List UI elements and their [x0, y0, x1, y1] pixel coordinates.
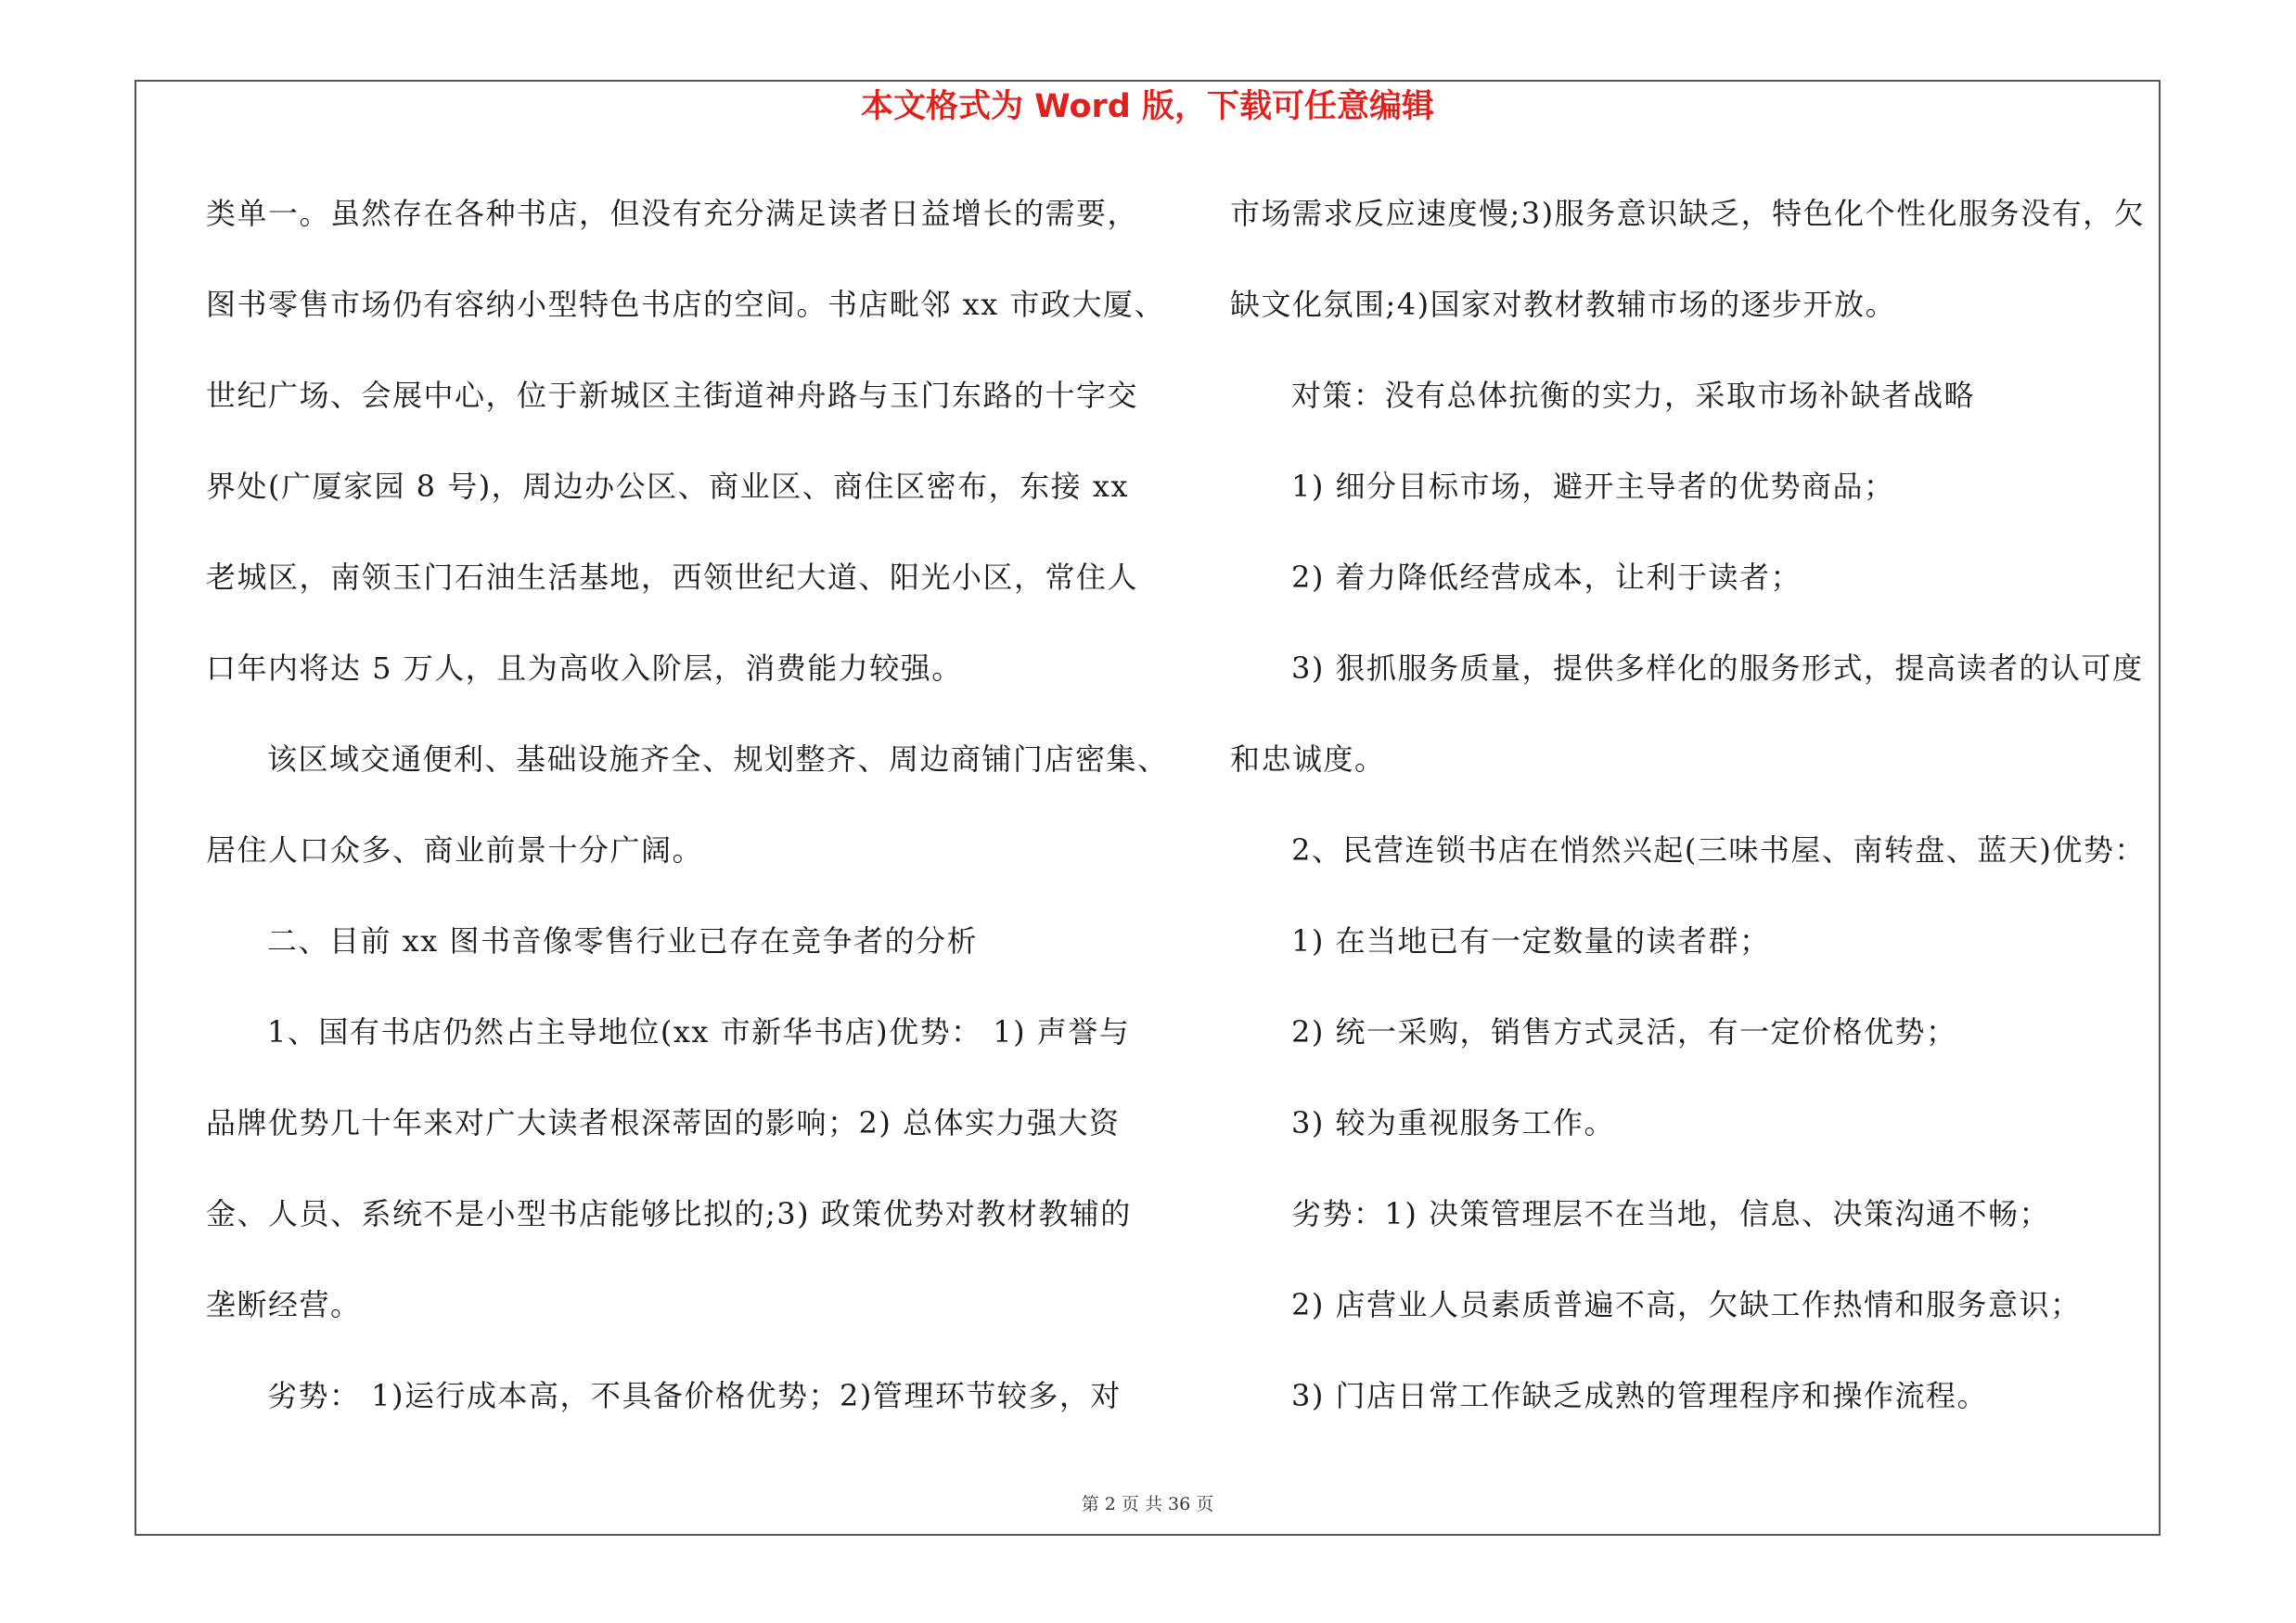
text-line: 1、国有书店仍然占主导地位(xx 市新华书店)优势： 1) 声誉与 [267, 1014, 1131, 1050]
text-line: 劣势： 1)运行成本高，不具备价格优势；2)管理环节较多，对 [267, 1378, 1122, 1413]
text-line: 2) 统一采购，销售方式灵活，有一定价格优势； [1291, 1014, 1957, 1050]
text-line: 缺文化氛围;4)国家对教材教辅市场的逐步开放。 [1230, 287, 1897, 322]
text-line: 居住人口众多、商业前景十分广阔。 [206, 832, 704, 868]
text-line: 3) 较为重视服务工作。 [1291, 1105, 1616, 1140]
text-line: 图书零售市场仍有容纳小型特色书店的空间。书店毗邻 xx 市政大厦、 [206, 287, 1165, 322]
text-line: 垄断经营。 [206, 1287, 362, 1322]
text-line: 品牌优势几十年来对广大读者根深蒂固的影响；2) 总体实力强大资 [206, 1105, 1121, 1140]
text-line: 劣势：1) 决策管理层不在当地，信息、决策沟通不畅； [1291, 1196, 2051, 1231]
text-line: 金、人员、系统不是小型书店能够比拟的;3) 政策优势对教材教辅的 [206, 1196, 1132, 1231]
text-line: 2) 店营业人员素质普遍不高，欠缺工作热情和服务意识； [1291, 1287, 2082, 1322]
text-line: 2) 着力降低经营成本，让利于读者； [1291, 560, 1802, 595]
left-column [206, 181, 1169, 1454]
text-line: 3) 狠抓服务质量，提供多样化的服务形式，提高读者的认可度 [1291, 650, 2144, 686]
text-line: 世纪广场、会展中心，位于新城区主街道神舟路与玉门东路的十字交 [206, 378, 1139, 413]
text-line: 和忠诚度。 [1230, 741, 1386, 777]
text-line: 2、民营连锁书店在悄然兴起(三味书屋、南转盘、蓝天)优势： [1291, 832, 2146, 868]
text-line: 老城区，南领玉门石油生活基地，西领世纪大道、阳光小区，常住人 [206, 560, 1139, 595]
format-banner: 本文格式为 Word 版，下载可任意编辑 [860, 88, 1435, 125]
text-line: 二、目前 xx 图书音像零售行业已存在竞争者的分析 [267, 923, 978, 959]
page-number-footer: 第 2 页 共 36 页 [1081, 1494, 1214, 1514]
right-column [1230, 181, 2158, 1454]
text-line: 市场需求反应速度慢;3)服务意识缺乏，特色化个性化服务没有，欠 [1230, 196, 2146, 231]
text-line: 对策：没有总体抗衡的实力，采取市场补缺者战略 [1291, 378, 1976, 413]
text-line: 1) 细分目标市场，避开主导者的优势商品； [1291, 469, 1895, 504]
text-line: 口年内将达 5 万人，且为高收入阶层，消费能力较强。 [206, 650, 963, 686]
text-line: 类单一。虽然存在各种书店，但没有充分满足读者日益增长的需要， [206, 196, 1139, 231]
text-line: 界处(广厦家园 8 号)，周边办公区、商业区、商住区密布，东接 xx [206, 469, 1129, 504]
text-line: 3) 门店日常工作缺乏成熟的管理程序和操作流程。 [1291, 1378, 1989, 1413]
text-line: 该区域交通便利、基础设施齐全、规划整齐、周边商铺门店密集、 [267, 741, 1169, 777]
text-line: 1) 在当地已有一定数量的读者群； [1291, 923, 1771, 959]
